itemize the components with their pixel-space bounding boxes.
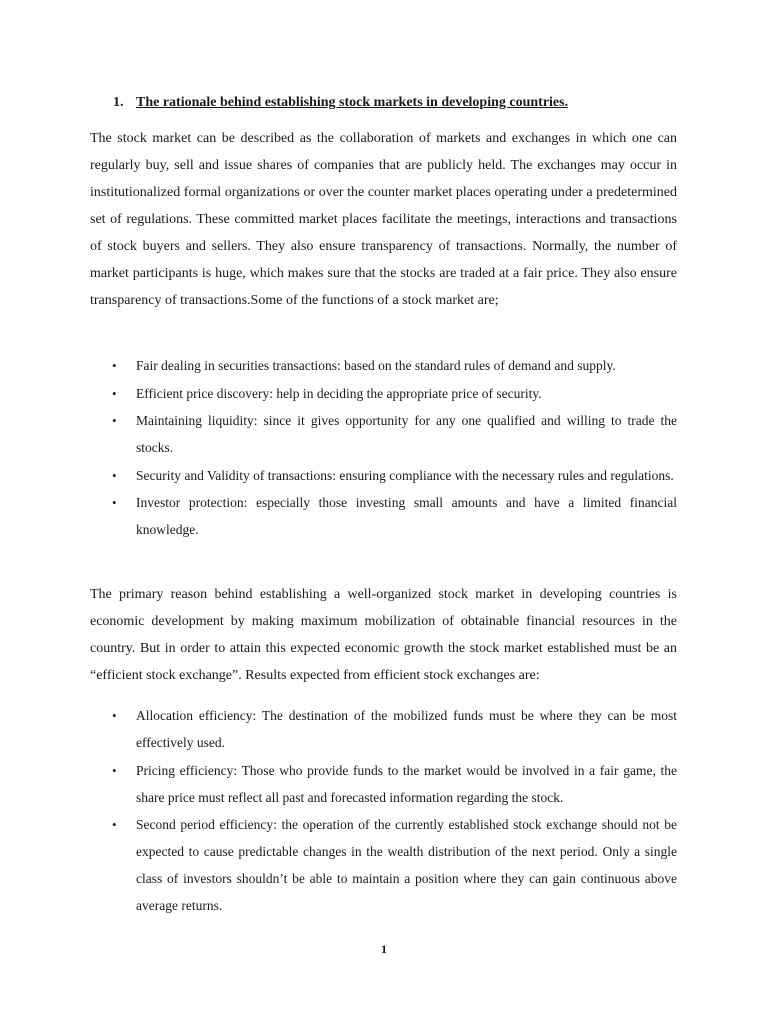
bullet-icon: • — [112, 495, 117, 510]
reason-paragraph: The primary reason behind establishing a well-organized stock market in developing countries is economic development by making maximum mobilization of obtainable financial resources in the country. But in order to attain this expected economic growth the stock market established must be an “efficient stock exchange”. Results expected from efficient stock exchanges are: — [90, 587, 677, 683]
section-heading — [113, 93, 568, 113]
bullet-icon: • — [112, 762, 117, 778]
section-title: The rationale behind establishing stock markets in developing countries. — [136, 95, 569, 110]
list-item: • Second period efficiency: the operation of the currently established stock exchange should not be expected to cause predictable changes in the wealth distribution of the next period. Only a single class of investors shouldn’t be able to maintain a position where they can gain continuous above average returns. — [90, 811, 677, 919]
list-item: • Security and Validity of transactions: ensuring compliance with the necessary rules and regulations. — [90, 462, 677, 489]
functions-list — [90, 352, 677, 544]
intro-paragraph: The stock market can be described as the collaboration of markets and exchanges in which one can regularly buy, sell and issue shares of companies that are publicly held. The exchanges may occur in institutionalized formal organizations or over the counter market places operating under a predetermined set of regulations. These committed market places facilitate the meetings, interactions and transactions of stock buyers and sellers. They also ensure transparency of transactions. Normally, the number of market participants is huge, which makes sure that the stocks are traded at a fair price. They also ensure transparency of transactions.Some of the functions of a stock market are; — [90, 131, 677, 308]
page-number: 1 — [381, 942, 387, 956]
list-item: • Pricing efficiency: Those who provide funds to the market would be involved in a fair game, the share price must reflect all past and forecasted information regarding the stock. — [90, 757, 677, 811]
bullet-icon: • — [112, 708, 117, 723]
list-item: • Investor protection: especially those investing small amounts and have a limited financial knowledge. — [90, 489, 677, 543]
list-item: • Efficient price discovery: help in deciding the appropriate price of security. — [90, 380, 677, 407]
section-number: 1. — [113, 95, 124, 110]
list-item: • Fair dealing in securities transactions: based on the standard rules of demand and supply. — [90, 352, 677, 379]
bullet-icon: • — [112, 385, 117, 401]
list-item: • Allocation efficiency: The destination of the mobilized funds must be where they can be most effectively used. — [90, 702, 677, 756]
bullet-icon: • — [112, 358, 117, 373]
bullet-icon: • — [112, 413, 117, 428]
bullet-icon: • — [112, 817, 117, 832]
efficiency-list — [90, 702, 677, 920]
list-item: • Maintaining liquidity: since it gives opportunity for any one qualified and willing to trade the stocks. — [90, 407, 677, 461]
bullet-icon: • — [112, 467, 117, 483]
